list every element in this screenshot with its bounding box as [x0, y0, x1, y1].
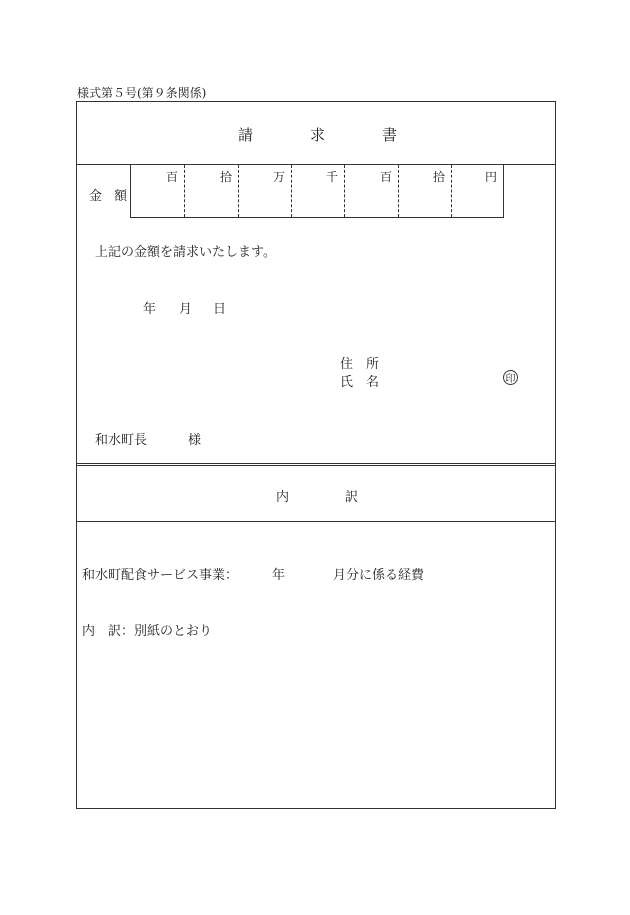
unit-label: 円	[484, 170, 497, 184]
request-text: 上記の金額を請求いたします。	[95, 245, 276, 260]
addressee-name: 和水町長	[95, 433, 148, 448]
breakdown-title-char-1: 内	[276, 490, 290, 505]
digit-cell-ten-thousand[interactable]	[184, 165, 238, 217]
name-label: 氏 名	[340, 375, 380, 390]
digit-cell-thousand[interactable]	[291, 165, 344, 217]
section-separator	[76, 463, 556, 466]
unit-label: 百	[379, 170, 392, 184]
digit-cell-hundred-thousand[interactable]	[131, 165, 184, 217]
digit-cell-hundred[interactable]	[344, 165, 398, 217]
detail-line: 内 訳：別紙のとおり	[82, 624, 213, 639]
service-line-suffix: 月分に係る経費	[333, 568, 425, 583]
amount-grid	[130, 165, 504, 218]
amount-label: 金 額	[89, 189, 132, 204]
address-label: 住 所	[340, 357, 380, 372]
service-line-prefix: 和水町配食サービス事業：	[82, 568, 239, 583]
service-line-year: 年	[272, 568, 286, 583]
unit-label: 万	[272, 170, 285, 184]
unit-label: 拾	[432, 170, 445, 184]
unit-label: 拾	[219, 170, 232, 184]
digit-cell-yen[interactable]	[451, 165, 503, 217]
title-char-3: 書	[382, 126, 398, 144]
breakdown-title-char-2: 訳	[345, 490, 359, 505]
unit-label: 千	[325, 170, 338, 184]
date-day: 日	[213, 302, 227, 317]
title-char-2: 求	[310, 126, 326, 144]
date-year: 年	[143, 302, 157, 317]
addressee-honorific: 様	[188, 433, 202, 448]
digit-cell-man[interactable]	[238, 165, 291, 217]
date-month: 月	[179, 302, 193, 317]
digit-cell-ten[interactable]	[398, 165, 451, 217]
title-char-1: 請	[238, 126, 254, 144]
form-number: 様式第５号(第９条関係)	[77, 86, 207, 100]
unit-label: 百	[165, 170, 178, 184]
breakdown-divider	[76, 521, 556, 522]
seal-mark: 印	[503, 370, 518, 385]
